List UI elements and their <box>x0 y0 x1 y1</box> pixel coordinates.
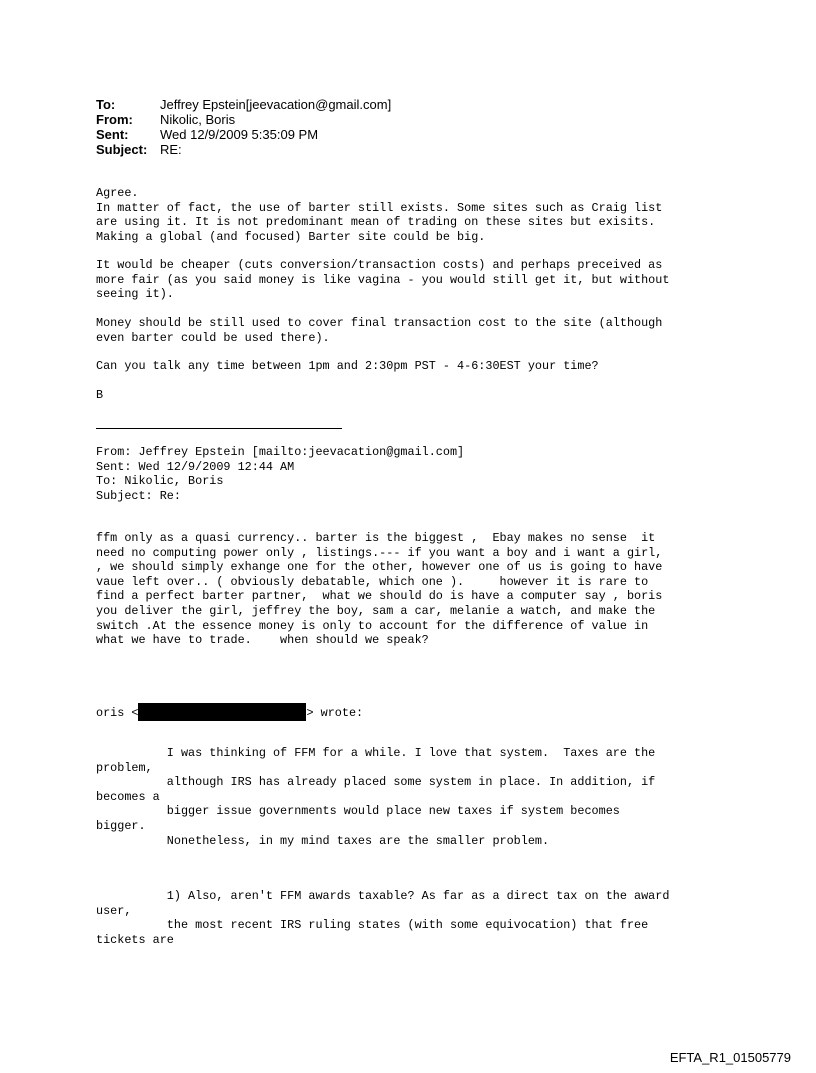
reply-paragraph-2: It would be cheaper (cuts conversion/transaction costs) and perhaps preceived as more fair (as you said money is like vagina - you would still get it, but without seeing it). <box>96 258 670 302</box>
reply-signoff: B <box>96 388 104 402</box>
nested-quote-block-1: I was thinking of FFM for a while. I love that system. Taxes are the problem, although IRS has already placed some system in place. In addition, if becomes a bigger issue governments would place new taxes if system becomes bigger. Nonetheless, in my mind taxes are the smaller problem. <box>96 746 656 848</box>
reply-paragraph-4: Can you talk any time between 1pm and 2:30pm PST - 4-6:30EST your time? <box>96 359 599 373</box>
nested-quote-block-2: 1) Also, aren't FFM awards taxable? As far as a direct tax on the award user, the most recent IRS ruling states (with some equivocation) that free tickets are <box>96 889 670 947</box>
wrote-prefix: oris < <box>96 706 139 720</box>
reply-paragraph-3: Money should be still used to cover final transaction cost to the site (although even barter could be used there). <box>96 316 663 345</box>
sent-label: Sent: <box>96 127 129 142</box>
wrote-line <box>96 703 363 721</box>
quoted-body: ffm only as a quasi currency.. barter is the biggest , Ebay makes no sense it need no computing power only , listings.--- if you want a boy and i want a girl, , we should simply exhange one for the other, however one of us is going to have vaue left over.. ( obviously debatable, which one ). however it is rare to find a perfect barter partner, what we should do is have a computer say , boris you deliver the girl, jeffrey the boy, sam a car, melanie a watch, and make the switch .At the essence money is only to account for the difference of value in what we have to trade. when should we speak? <box>96 531 663 648</box>
from-value: Nikolic, Boris <box>160 112 236 127</box>
quoted-header: From: Jeffrey Epstein [mailto:jeevacation@gmail.com] Sent: Wed 12/9/2009 12:44 AM To: Nikolic, Boris Subject: Re: <box>96 445 465 503</box>
email-header <box>96 97 391 157</box>
redaction-bar <box>138 703 306 721</box>
document-id: EFTA_R1_01505779 <box>669 1050 791 1065</box>
to-label: To: <box>96 97 116 112</box>
sent-value: Wed 12/9/2009 5:35:09 PM <box>160 127 319 142</box>
subject-row <box>96 142 391 157</box>
to-value: Jeffrey Epstein[jeevacation@gmail.com] <box>160 97 392 112</box>
to-row <box>96 97 391 112</box>
separator-line <box>96 428 342 429</box>
reply-paragraph-1: Agree. In matter of fact, the use of barter still exists. Some sites such as Craig list are using it. It is not predominant mean of trading on these sites but exisits. Making a global (and focused) Barter site could be big. <box>96 186 663 244</box>
sent-row <box>96 127 391 142</box>
wrote-suffix: > wrote: <box>306 706 364 720</box>
from-row <box>96 112 391 127</box>
subject-label: Subject: <box>96 142 148 157</box>
subject-value: RE: <box>160 142 182 157</box>
from-label: From: <box>96 112 133 127</box>
